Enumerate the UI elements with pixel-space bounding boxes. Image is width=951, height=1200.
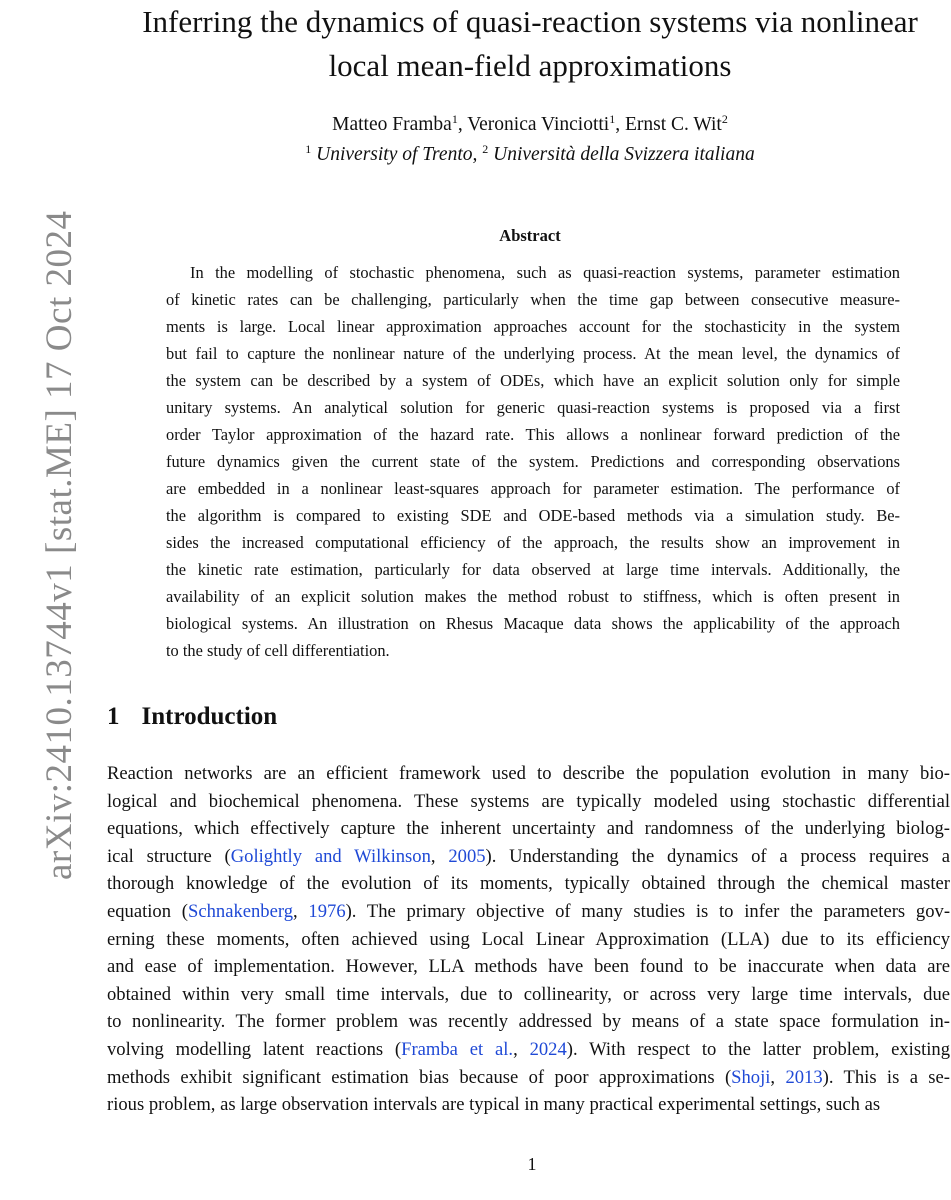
- text-segment: sides the increased computational efficiency of the approach, the results show an improvement in: [166, 533, 900, 552]
- text-segment: ). The primary objective of many studies is to infer the parameters gov-: [345, 901, 951, 922]
- text-line: [166, 371, 900, 391]
- text-line: [107, 1094, 950, 1116]
- text-segment: volving modelling latent reactions (: [107, 1039, 402, 1060]
- author-affiliation-mark: 1: [609, 112, 616, 126]
- text-line: [166, 587, 900, 607]
- text-segment: rious problem, as large observation intervals are typical in many practical experimental settings, such as: [107, 1094, 881, 1116]
- text-segment: biological systems. An illustration on Rhesus Macaque data shows the applicability of the approach: [166, 614, 900, 633]
- text-line: [166, 263, 900, 283]
- section-heading: [107, 703, 277, 731]
- text-line: [107, 956, 950, 978]
- text-line: [166, 425, 900, 445]
- affiliation-number: 2: [482, 142, 489, 156]
- citation-link[interactable]: Shoji: [731, 1066, 771, 1088]
- text-segment: ical structure (: [107, 845, 231, 867]
- text-segment: ments is large. Local linear approximation approaches account for the stochasticity in the system: [166, 317, 900, 336]
- text-line: [166, 398, 900, 418]
- text-line: [166, 506, 900, 526]
- text-segment: logical and biochemical phenomena. These systems are typically modeled using stochastic differential: [107, 790, 950, 812]
- text-line: [166, 533, 900, 553]
- affiliation-name: University of Trento: [316, 144, 473, 165]
- citation-link[interactable]: Golightly and Wilkinson: [230, 845, 431, 867]
- author-affiliation-mark: 1: [451, 112, 458, 126]
- text-segment: availability of an explicit solution makes the method robust to stiffness, which is often present in: [166, 587, 900, 606]
- text-line: [107, 901, 950, 923]
- author-name: Matteo Framba: [332, 114, 452, 135]
- affiliation-number: 1: [305, 142, 312, 156]
- citation-link[interactable]: 1976: [308, 901, 346, 922]
- text-line: [166, 452, 900, 472]
- text-line: [107, 1067, 950, 1089]
- text-segment: Reaction networks are an efficient framework used to describe the population evolution in many bio-: [107, 763, 950, 784]
- text-segment: ,: [293, 901, 309, 922]
- section-number: 1: [107, 703, 120, 730]
- text-line: [166, 641, 900, 661]
- text-segment: ,: [770, 1066, 786, 1088]
- citation-link[interactable]: 2005: [448, 845, 486, 867]
- page-number: 1: [527, 1154, 537, 1174]
- arxiv-identifier: arXiv:2410.13744v1 [stat.ME] 17 Oct 2024: [39, 210, 80, 880]
- text-line: [107, 818, 950, 840]
- text-segment: ,: [430, 845, 449, 867]
- text-segment: ). With respect to the latter problem, existing: [566, 1039, 951, 1060]
- affiliation-name: Università della Svizzera italiana: [493, 144, 755, 165]
- text-segment: ). Understanding the dynamics of a process requires a: [485, 845, 950, 867]
- text-segment: and ease of implementation. However, LLA methods have been found to be inaccurate when data are: [107, 956, 950, 978]
- author-name: Veronica Vinciotti: [467, 114, 610, 135]
- citation-link[interactable]: Framba et al.: [401, 1039, 514, 1060]
- text-line: [107, 1039, 950, 1061]
- text-line: [166, 614, 900, 634]
- text-segment: equations, which effectively capture the inherent uncertainty and randomness of the underlying biolog-: [107, 818, 950, 840]
- text-segment: the system can be described by a system of ODEs, which have an explicit solution only for simple: [166, 371, 900, 390]
- text-line: [166, 290, 900, 310]
- text-segment: the algorithm is compared to existing SDE and ODE-based methods via a simulation study. Be-: [166, 506, 900, 525]
- text-segment: obtained within very small time intervals, due to collinearity, or across very large time intervals, due: [107, 983, 950, 1005]
- text-segment: methods exhibit significant estimation bias because of poor approximations (: [107, 1066, 732, 1088]
- author-name: Ernst C. Wit: [624, 114, 722, 135]
- text-line: [107, 846, 950, 868]
- text-line: [107, 929, 950, 951]
- text-segment: to the study of cell differentiation.: [166, 641, 390, 660]
- text-segment: equation (: [107, 901, 188, 922]
- text-line: [166, 344, 900, 364]
- text-segment: erning these moments, often achieved using Local Linear Approximation (LLA) due to its efficiency: [107, 928, 950, 950]
- text-segment: unitary systems. An analytical solution for generic quasi-reaction systems is proposed via a first: [166, 398, 900, 417]
- section-title: Introduction: [141, 703, 278, 730]
- text-line: [107, 873, 950, 895]
- abstract-heading: Abstract: [499, 226, 561, 245]
- text-line: [166, 479, 900, 499]
- text-line: [107, 763, 950, 785]
- text-line: [107, 1011, 950, 1033]
- text-segment: of kinetic rates can be challenging, particularly when the time gap between consecutive measure-: [166, 290, 900, 309]
- text-line: [166, 560, 900, 580]
- text-segment: ,: [513, 1039, 530, 1060]
- citation-link[interactable]: 2013: [785, 1066, 823, 1088]
- text-segment: future dynamics given the current state of the system. Predictions and corresponding observations: [166, 452, 900, 471]
- citation-link[interactable]: Schnakenberg: [188, 901, 293, 922]
- text-segment: the kinetic rate estimation, particularly for data observed at large time intervals. Additionally, the: [166, 560, 900, 579]
- text-segment: thorough knowledge of the evolution of its moments, typically obtained through the chemical master: [107, 873, 950, 895]
- paper-title-line-2: local mean-field approximations: [328, 48, 732, 83]
- text-segment: but fail to capture the nonlinear nature of the underlying process. At the mean level, the dynamics of: [166, 344, 900, 363]
- text-segment: are embedded in a nonlinear least-squares approach for parameter estimation. The performance of: [166, 479, 900, 498]
- affiliation-list: $^1$ University of Trento, $^2$ Università della Svizzera italiana: [305, 142, 755, 165]
- citation-link[interactable]: 2024: [529, 1039, 567, 1060]
- paper-title-line-1: Inferring the dynamics of quasi-reaction systems via nonlinear: [142, 4, 918, 39]
- text-line: [107, 791, 950, 813]
- text-line: [166, 317, 900, 337]
- text-segment: to nonlinearity. The former problem was recently addressed by means of a state space formulation in-: [107, 1011, 950, 1033]
- author-affiliation-mark: 2: [721, 112, 728, 126]
- author-list: Matteo Framba$^1$, Veronica Vinciotti$^1$, Ernst C. Wit$^2$: [332, 112, 728, 135]
- text-line: [107, 984, 950, 1006]
- text-segment: In the modelling of stochastic phenomena, such as quasi-reaction systems, parameter estimation: [190, 263, 900, 282]
- text-segment: ). This is a se-: [822, 1066, 950, 1088]
- text-segment: order Taylor approximation of the hazard rate. This allows a nonlinear forward prediction of the: [166, 425, 900, 444]
